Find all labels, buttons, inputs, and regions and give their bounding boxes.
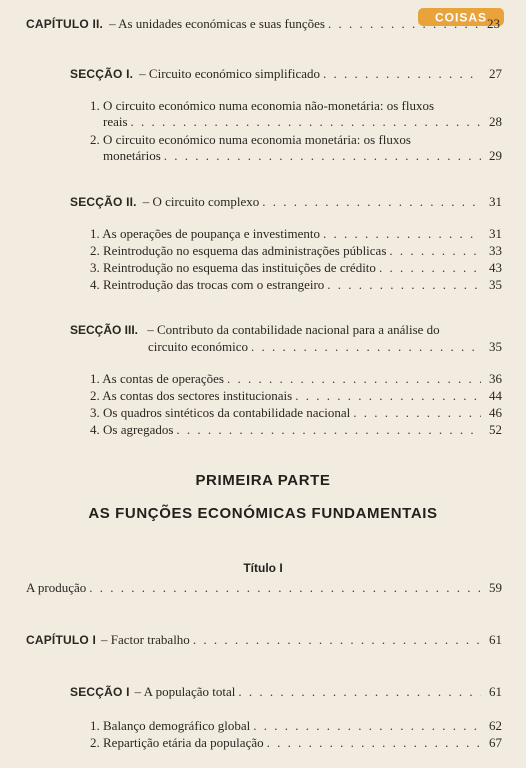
page-number: 62 (489, 718, 502, 733)
item-text: reais (103, 114, 128, 129)
page-number: 29 (489, 148, 502, 163)
dot-leader (353, 405, 481, 421)
toc-item (90, 718, 502, 734)
item-text: monetários (103, 148, 161, 163)
item-text: 3. Os quadros sintéticos da contabilidade nacional (90, 405, 351, 420)
section-title: – Circuito económico simplificado (139, 66, 321, 81)
item-text: 3. Reintrodução no esquema das instituições de crédito (90, 260, 376, 275)
item-text: 2. Reintrodução no esquema das administrações públicas (90, 243, 387, 258)
toc-entry-capitulo-ii (26, 16, 500, 32)
chapter-label: CAPÍTULO I (26, 633, 96, 647)
page-number: 61 (489, 632, 502, 647)
page-number: 36 (489, 371, 502, 386)
dot-leader (176, 422, 481, 438)
chapter-title: – Factor trabalho (101, 632, 190, 647)
dot-leader (238, 684, 481, 700)
page-number: 46 (489, 405, 502, 420)
item-text: 1. As operações de poupança e investimento (90, 226, 320, 241)
dot-leader (389, 243, 481, 259)
toc-entry-seccao-iii-line (70, 322, 440, 338)
page-number: 52 (489, 422, 502, 437)
page-number: 33 (489, 243, 502, 258)
page-number: 27 (489, 66, 502, 81)
page-number: 23 (487, 16, 500, 31)
toc-entry-capitulo-i (26, 632, 502, 648)
chapter-title: – As unidades económicas e suas funções (109, 16, 325, 31)
page-number: 43 (489, 260, 502, 275)
dot-leader (89, 580, 481, 596)
chapter-label: CAPÍTULO II. (26, 17, 104, 31)
toc-entry-seccao-populacao (70, 684, 502, 700)
toc-item (90, 277, 502, 293)
toc-item (90, 422, 502, 438)
entry-text: A produção (26, 580, 87, 595)
toc-item (103, 114, 502, 130)
dot-leader (323, 226, 481, 242)
page-number: 35 (489, 277, 502, 292)
page-number: 31 (489, 194, 502, 209)
title-heading: Título I (243, 561, 283, 575)
toc-item (90, 226, 502, 242)
page-number: 61 (489, 684, 502, 699)
item-text: 1. Balanço demográfico global (90, 718, 251, 733)
toc-item (90, 243, 502, 259)
logo-text: COISAS (434, 10, 488, 25)
item-text: 1. As contas de operações (90, 371, 224, 386)
dot-leader (164, 148, 481, 164)
dot-leader (379, 260, 481, 276)
dot-leader (253, 718, 481, 734)
page-number: 28 (489, 114, 502, 129)
dot-leader (267, 735, 481, 751)
toc-item (90, 260, 502, 276)
section-title: – Contributo da contabilidade nacional para a análise do (147, 322, 440, 337)
dot-leader (328, 16, 479, 32)
dot-leader (193, 632, 481, 648)
dot-leader (251, 339, 481, 355)
dot-leader (327, 277, 481, 293)
section-label: SECÇÃO III. (70, 323, 139, 337)
part-subheading: AS FUNÇÕES ECONÓMICAS FUNDAMENTAIS (88, 505, 438, 522)
part-heading: PRIMEIRA PARTE (195, 472, 331, 489)
section-label: SECÇÃO I (70, 685, 130, 699)
toc-entry-seccao-i (70, 66, 502, 82)
toc-item (90, 735, 502, 751)
toc-item (103, 148, 502, 164)
section-label: SECÇÃO I. (70, 67, 134, 81)
section-title: – O circuito complexo (142, 194, 260, 209)
toc-item (90, 405, 502, 421)
page-number: 59 (489, 580, 502, 595)
toc-entry-seccao-iii (148, 339, 502, 355)
item-text: 2. Repartição etária da população (90, 735, 264, 750)
toc-entry-producao (26, 580, 502, 596)
page-number: 31 (489, 226, 502, 241)
dot-leader (295, 388, 481, 404)
item-text: 2. As contas dos sectores institucionais (90, 388, 293, 403)
dot-leader (227, 371, 481, 387)
toc-item (90, 371, 502, 387)
toc-entry-seccao-ii (70, 194, 502, 210)
toc-item (90, 388, 502, 404)
page-number: 35 (489, 339, 502, 354)
page-number: 44 (489, 388, 502, 403)
section-label: SECÇÃO II. (70, 195, 137, 209)
dot-leader (323, 66, 481, 82)
section-title: – A população total (134, 684, 236, 699)
toc-item-line: 2. O circuito económico numa economia monetária: os fluxos (90, 132, 411, 147)
dot-leader (131, 114, 481, 130)
item-text: 4. Os agregados (90, 422, 174, 437)
page-number: 67 (489, 735, 502, 750)
item-text: 4. Reintrodução das trocas com o estrangeiro (90, 277, 325, 292)
section-title-cont: circuito económico (148, 339, 248, 354)
toc-item-line: 1. O circuito económico numa economia não-monetária: os fluxos (90, 98, 435, 113)
dot-leader (262, 194, 481, 210)
